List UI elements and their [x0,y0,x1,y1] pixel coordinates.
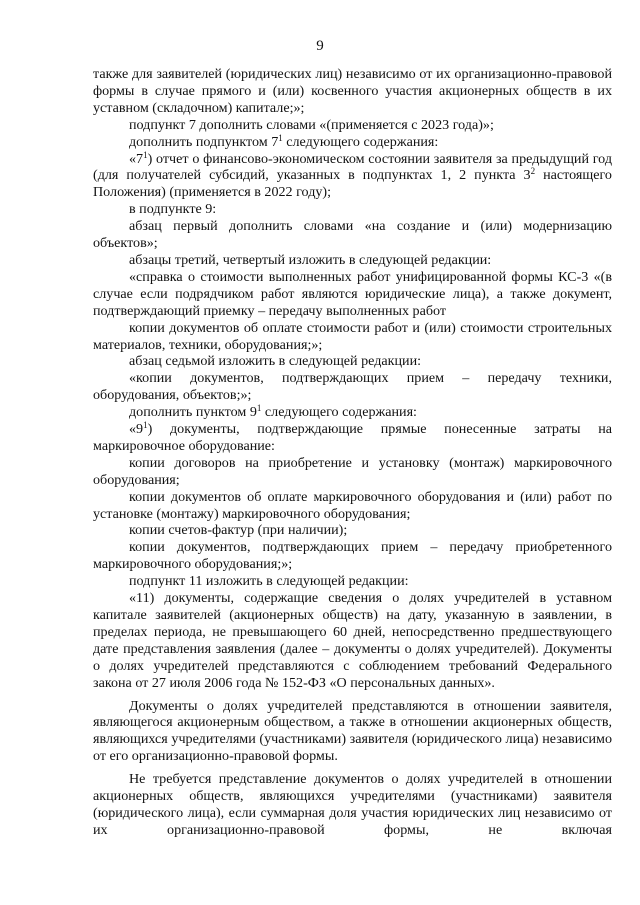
paragraph [93,134,612,151]
text-run: «копии документов, подтверждающих прием – передачу техники, оборудования, объектов;»; [93,370,612,404]
paragraph [93,252,612,269]
text-run: «11) документы, содержащие сведения о долях учредителей в уставном капитале заявителей (акционерных обществ) на дату, указанную в заявлении, в пределах периода, не превышающего 60 дней, непосредственно предшествующего дате представления заявления (далее – документы о долях учредителей). Документы о долях учредителей представляются с соблюдением требований Федерального закона от 27 июля 2006 года № 152-ФЗ «О персональных данных». [93,590,612,691]
paragraph [93,771,612,839]
text-run: ) отчет о финансово-экономическом состоянии заявителя за предыдущий год (для получателей субсидий, указанных в подпунктах 1, 2 пункта 3 [93,150,612,184]
text-run: подпункт 11 изложить в следующей редакции: [129,573,409,590]
paragraph [93,539,612,573]
superscript: 1 [278,132,283,143]
text-run: копии документов об оплате стоимости работ и (или) стоимости строительных материалов, техники, оборудования;»; [93,319,612,353]
text-run: «справка о стоимости выполненных работ унифицированной формы КС-3 «(в случае если подрядчиком работ являются юридические лица), а также документ, подтверждающий приемку – передачу выполненных работ [93,268,612,319]
text-run: дополнить пунктом 9 [129,404,257,421]
superscript: 1 [143,420,148,431]
paragraph [93,590,612,691]
paragraph [93,489,612,523]
text-run: следующего содержания: [282,133,439,150]
text-run: абзац первый дополнить словами «на создание и (или) модернизацию объектов»; [93,218,612,252]
superscript: 2 [530,166,536,177]
text-run: Не требуется представление документов о долях учредителей в отношении акционерных обществ, являющихся учредителями (участниками) заявителя (юридического лица), если суммарная доля участия юридических лиц независимо от их организационно-правовой формы, не включая [93,771,612,838]
paragraph [93,66,612,117]
paragraph [93,353,612,370]
superscript: 1 [143,149,148,160]
text-run: дополнить подпунктом 7 [129,133,279,150]
document-body [93,66,612,839]
text-run: ) документы, подтверждающие прямые понесенные затраты на маркировочное оборудование: [93,421,612,454]
text-run: абзацы третий, четвертый изложить в следующей редакции: [129,251,492,268]
text-run: следующего содержания: [261,404,417,421]
text-run: копии договоров на приобретение и установку (монтаж) маркировочного оборудования; [93,454,612,488]
paragraph [93,151,612,202]
text-run: копии документов, подтверждающих прием – передачу приобретенного маркировочного оборудования;»; [93,539,612,573]
paragraph [93,455,612,489]
text-run: «7 [129,150,144,167]
paragraph [93,370,612,404]
paragraph [93,269,612,320]
paragraph [93,698,612,766]
text-run: «9 [129,421,144,438]
superscript: 1 [256,403,262,414]
paragraph [93,404,612,421]
paragraph [93,201,612,218]
text-run: копии счетов-фактур (при наличии); [129,522,348,539]
page-number: 9 [316,38,324,54]
paragraph [93,421,612,455]
paragraph [93,522,612,539]
text-run: абзац седьмой изложить в следующей редакции: [129,353,422,370]
paragraph [93,218,612,252]
paragraph [93,320,612,354]
text-run: настоящего Положения) (применяется в 2022 году); [93,167,612,201]
text-run: копии документов об оплате маркировочного оборудования и (или) работ по установке (монтажу) маркировочного оборудования; [93,488,612,522]
text-run: подпункт 7 дополнить словами «(применяется с 2023 года)»; [129,116,494,133]
paragraph [93,573,612,590]
text-run: в подпункте 9: [129,201,217,218]
text-run: Документы о долях учредителей представляются в отношении заявителя, являющегося акционерным обществом, а также в отношении акционерных обществ, являющихся учредителями (участниками) заявителя (юридического лица) независимо от его организационно-правовой формы. [93,697,612,765]
text-run: также для заявителей (юридических лиц) независимо от их организационно-правовой формы в случае прямого и (или) косвенного участия акционерных обществ в их уставном (складочном) капитале;»; [93,66,612,116]
paragraph [93,117,612,134]
